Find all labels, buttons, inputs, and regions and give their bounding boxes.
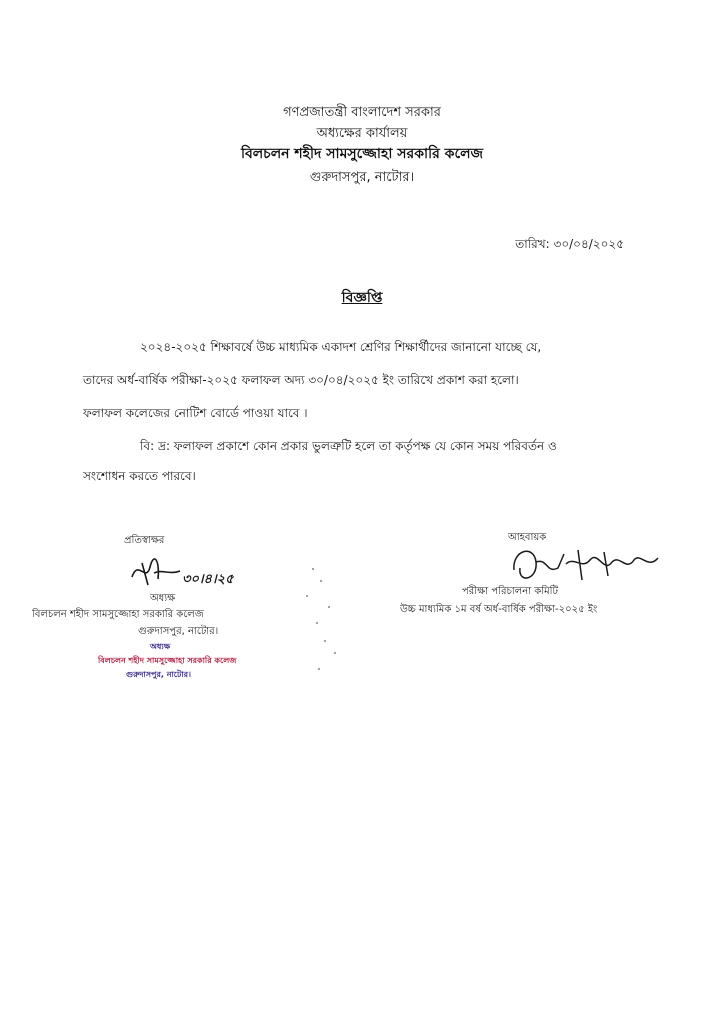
header-office: অধ্যক্ষের কার্যালয়: [316, 126, 408, 141]
notice-title: বিজ্ঞপ্তি: [341, 290, 383, 306]
stamp-title: অধ্যক্ষ: [150, 642, 171, 651]
body-line-2: তাদের অর্ধ-বার্ষিক পরীক্ষা-২০২৫ ফলাফল অদ্য ৩০/০৪/২০২৫ ইং তারিখে প্রকাশ করা হলো।: [83, 373, 519, 387]
body-line-3: ফলাফল কলেজের নোটিশ বোর্ডে পাওয়া যাবে ।: [83, 406, 308, 420]
header-location: গুরুদাসপুর, নাটোর।: [309, 170, 415, 185]
notice-date: তারিখ: ৩০/০৪/২০২৫: [515, 237, 624, 251]
stamp-college: বিলচলন শহীদ সামসুজ্জোহা সরকারি কলেজ: [98, 656, 237, 665]
exam-name: উচ্চ মাধ্যমিক ১ম বর্ষ অর্ধ-বার্ষিক পরীক্ষা-২০২৫ ইং: [400, 604, 598, 615]
principal-location: গুরুদাসপুর, নাটোর।: [138, 626, 219, 637]
header-government: গণপ্রজাতন্ত্রী বাংলাদেশ সরকার: [283, 105, 441, 120]
principal-college: বিলচলন শহীদ সামসুজ্জোহা সরকারি কলেজ: [32, 609, 204, 620]
principal-signature-date: ৩০।৪।২৫: [182, 572, 234, 587]
convener-label: আহবায়ক: [508, 532, 547, 543]
committee-name: পরীক্ষা পরিচালনা কমিটি: [462, 586, 558, 597]
header-college-name: বিলচলন শহীদ সামসুজ্জোহা সরকারি কলেজ: [240, 146, 484, 162]
note-line-1: বি: দ্র: ফলাফল প্রকাশে কোন প্রকার ভুলত্রুটি হলে তা কর্তৃপক্ষ যে কোন সময় পরিবর্তন ও: [140, 439, 557, 453]
stamp-location: গুরুদাসপুর, নাটোর।: [126, 670, 191, 679]
principal-title: অধ্যক্ষ: [150, 593, 176, 604]
countersign-label: প্রতিস্বাক্ষর: [124, 535, 165, 546]
body-line-1: ২০২৪-২০২৫ শিক্ষাবর্ষে উচ্চ মাধ্যমিক একাদশ শ্রেণির শিক্ষার্থীদের জানানো যাচ্ছে যে,: [140, 340, 542, 354]
principal-signature-mark: [128, 555, 184, 589]
note-line-2: সংশোধন করতে পারবে।: [83, 469, 196, 483]
